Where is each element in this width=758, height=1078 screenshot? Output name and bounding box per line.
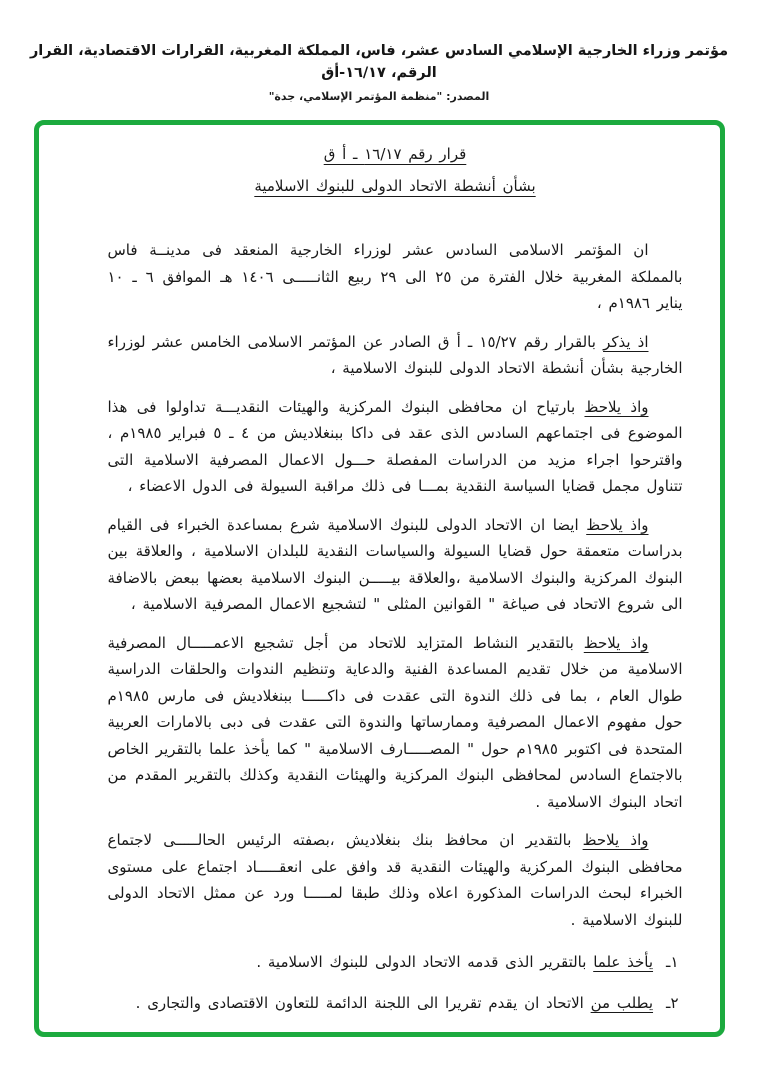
resolution-number-title: قرار رقم ١٦/١٧ ـ أ ق bbox=[323, 145, 467, 163]
resolution-item-2 bbox=[108, 990, 683, 1017]
paragraph-text: بالتقدير النشاط المتزايد للاتحاد من أجل تشجيع الاعمـــــال المصرفية الاسلامية من خلال تقديم المساعدة الفنية والدعاية وتنظيم الندوات والحلقات الدراسية طوال العام ، بما فى ذلك الندوة التى عقدت فى داكـــــا ببنغلاديش فى مارس ١٩٨٥م حول مفهوم الاعمال المصرفية وممارساتها والندوة التى عقدت فى دبى بالامارات العربية المتحدة فى اكتوبر ١٩٨٥م حول " المصـــــارف الاسلامية " كما يأخذ علما بالتقرير الخاص بالاجتماع السادس لمحافظى البنوك المركزية والهيئات النقدية وكذلك بالتقرير المقدم من اتحاد البنوك الاسلامية . bbox=[107, 633, 683, 811]
green-border-frame bbox=[34, 120, 725, 1037]
paragraph-text: ان المؤتمر الاسلامى السادس عشر لوزراء الخارجية المنعقد فى مدينــة فاس بالمملكة المغربية خلال الفترة من ٢٥ الى ٢٩ ربيع الثانـــــى ١٤٠٦ هـ الموافق ٦ ـ ١٠ يناير ١٩٨٦م ، bbox=[107, 241, 683, 312]
paragraph-noting-union-studies bbox=[108, 512, 683, 618]
paragraph-recalling bbox=[108, 329, 683, 382]
paragraph-lead: واذ يلاحظ bbox=[586, 515, 649, 534]
resolution-item-1 bbox=[108, 949, 683, 976]
paragraph-noting-governors bbox=[108, 394, 683, 500]
item-text: الاتحاد ان يقدم تقريرا الى اللجنة الدائمة للتعاون الاقتصادى والتجارى . bbox=[135, 993, 591, 1012]
paragraph-lead: واذ يلاحظ bbox=[583, 633, 649, 652]
paragraph-preamble bbox=[108, 237, 683, 317]
resolution-subject-title: بشأن أنشطة الاتحاد الدولى للبنوك الاسلامية bbox=[254, 177, 536, 195]
paragraph-lead: واذ يلاحظ bbox=[582, 831, 649, 849]
paragraph-noting-bangladesh-governor bbox=[108, 827, 683, 933]
resolution-title bbox=[108, 141, 683, 199]
resolution-body bbox=[108, 141, 683, 1034]
paragraph-noting-activities bbox=[108, 630, 683, 816]
item-number: ١ـ bbox=[666, 953, 679, 971]
resolution-operative-items bbox=[108, 949, 683, 1016]
item-text: بالتقرير الذى قدمه الاتحاد الدولى للبنوك الاسلامية . bbox=[256, 953, 594, 971]
paragraph-text: بالتقدير ان محافظ بنك بنغلاديش ،بصفته الرئيس الحالـــــى لاجتماع محافظى البنوك المركزية والهيئات النقدية قد وافق على انعقـــــاد اجتماع على مستوى الخبراء لبحث الدراسات المذكورة اعلاه وذلك طبقا لمـــــا ورد عن ممثل الاتحاد الدولى للبنوك الاسلامية . bbox=[107, 831, 683, 929]
item-number: ٢ـ bbox=[666, 993, 679, 1012]
paragraph-text: ايضا ان الاتحاد الدولى للبنوك الاسلامية شرع بمساعدة الخبراء فى القيام بدراسات متعمقة حول قضايا السيولة والسياسات النقدية للبلدان الاسلامية ، والعلاقة بين البنوك المركزية والبنوك الاسلامية ،والعلاقة بيـــــن البنوك الاسلامية بعضها ببعض بالاضافة الى شروع الاتحاد فى صياغة " القوانين المثلى " لتشجيع الاعمال المصرفية الاسلامية ، bbox=[107, 515, 683, 613]
end-divider bbox=[281, 1032, 453, 1034]
paragraph-lead: واذ يلاحظ bbox=[584, 397, 649, 416]
paragraph-lead: اذ يذكر bbox=[603, 332, 649, 351]
document-source-header: مؤتمر وزراء الخارجية الإسلامي السادس عشر، فاس، المملكة المغربية، القرارات الاقتصادية، القرار الرقم، ١٦/١٧-أق bbox=[29, 43, 729, 81]
item-lead: يأخذ علما bbox=[593, 953, 654, 971]
paragraph-text: بالقرار رقم ١٥/٢٧ ـ أ ق الصادر عن المؤتمر الاسلامى الخامس عشر لوزراء الخارجية بشأن أنشطة الاتحاد الدولى للبنوك الاسلامية ، bbox=[107, 332, 683, 377]
item-lead: يطلب من bbox=[590, 993, 654, 1012]
document-source-subheader: المصدر: "منظمة المؤتمر الإسلامي، جدة" bbox=[268, 90, 490, 103]
paragraph-text: بارتياح ان محافظى البنوك المركزية والهيئات النقديـــة تداولوا فى هذا الموضوع فى اجتماعهم السادس الذى عقد فى داكا ببنغلاديش من ٤ ـ ٥ فبراير ١٩٨٥م ، واقترحوا اجراء مزيد من الدراسات المفصلة حـــول الاعمال المصرفية الاسلامية التى تتناول مجمل قضايا السياسة النقدية بمـــا فى ذلك مراقبة السيولة فى الدول الاعضاء ، bbox=[107, 397, 683, 495]
